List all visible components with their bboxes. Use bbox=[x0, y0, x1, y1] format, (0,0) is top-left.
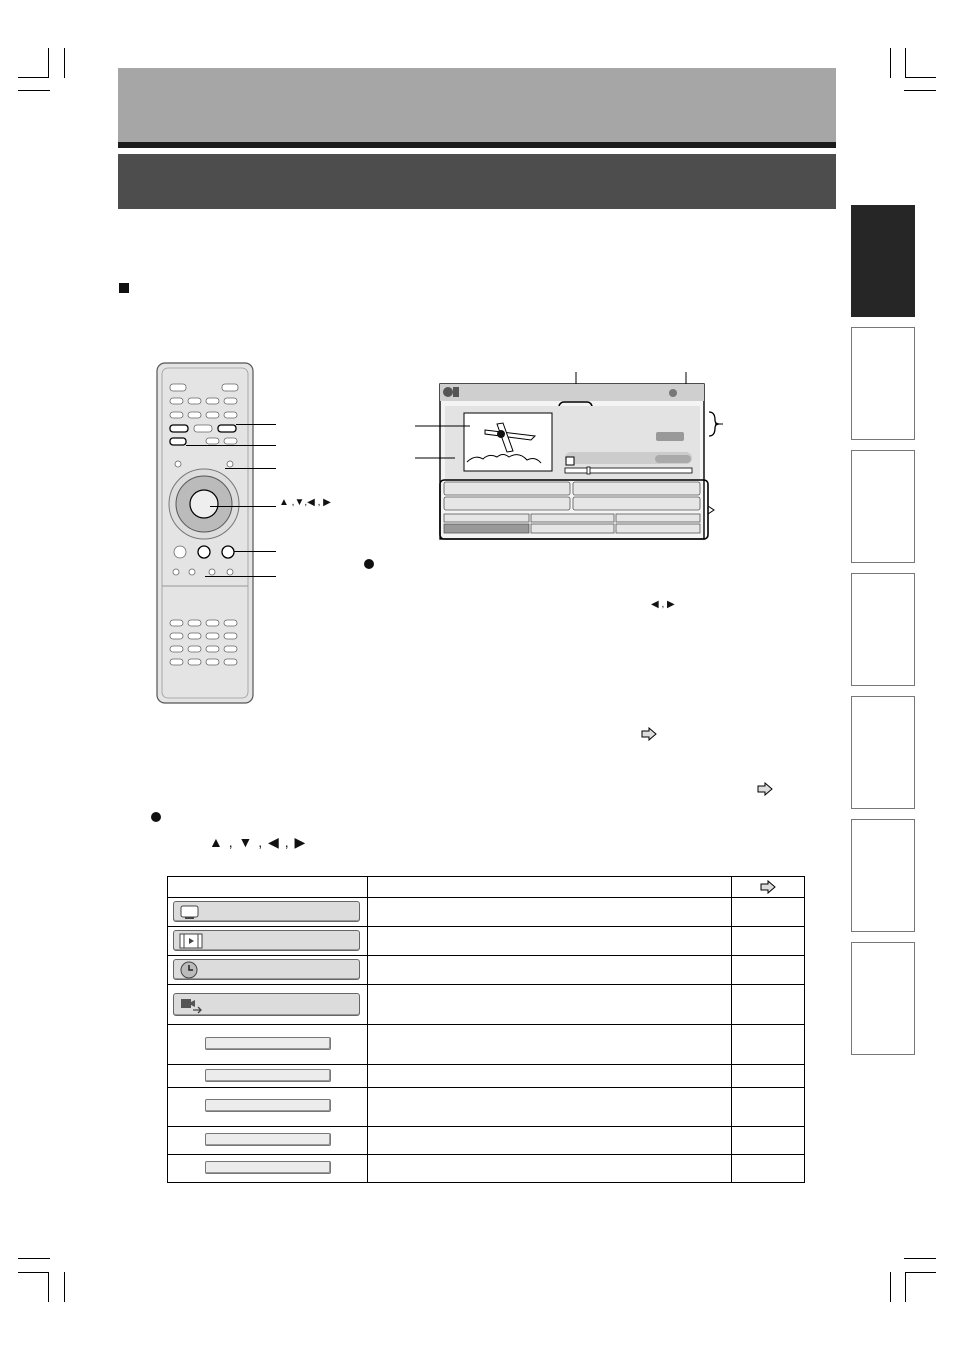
table-row bbox=[168, 985, 805, 1025]
submenu-button[interactable] bbox=[205, 1161, 331, 1174]
side-tab-2[interactable] bbox=[851, 327, 915, 440]
round-bullet bbox=[151, 812, 161, 822]
section-title-bar bbox=[118, 154, 836, 209]
submenu-button[interactable] bbox=[205, 1037, 331, 1050]
arrow-keys-label: ▲ ,▼,◀ , ▶ bbox=[279, 497, 331, 508]
side-tab-7[interactable] bbox=[851, 942, 915, 1055]
table-header-cell bbox=[168, 877, 368, 898]
remote-control-illustration bbox=[150, 360, 270, 705]
side-tab-3[interactable] bbox=[851, 450, 915, 563]
table-row bbox=[168, 898, 805, 927]
menu-button-film[interactable] bbox=[173, 930, 360, 951]
side-tab-6[interactable] bbox=[851, 819, 915, 932]
left-right-arrows: ◀ , ▶ bbox=[651, 599, 675, 610]
film-icon bbox=[179, 933, 205, 949]
round-bullet bbox=[364, 559, 374, 569]
step-arrows: ▲ , ▼ , ◀ , ▶ bbox=[209, 834, 307, 850]
submenu-button[interactable] bbox=[205, 1099, 331, 1112]
table-row bbox=[168, 1155, 805, 1183]
header-bar bbox=[118, 68, 836, 142]
side-tab-4[interactable] bbox=[851, 573, 915, 686]
table-row bbox=[168, 1025, 805, 1065]
table-row bbox=[168, 1065, 805, 1088]
menu-button-camcorder[interactable] bbox=[173, 993, 360, 1016]
table-row bbox=[168, 1088, 805, 1127]
table-row bbox=[168, 927, 805, 956]
menu-button-tv[interactable] bbox=[173, 901, 360, 922]
side-tab-5[interactable] bbox=[851, 696, 915, 809]
reference-arrow-icon bbox=[641, 727, 657, 741]
table-header-ref bbox=[732, 877, 805, 898]
table-row bbox=[168, 956, 805, 985]
arrow-right-icon bbox=[759, 880, 777, 894]
camcorder-icon bbox=[179, 996, 205, 1014]
side-tab-1[interactable] bbox=[851, 205, 915, 317]
submenu-button[interactable] bbox=[205, 1069, 331, 1082]
reference-arrow-icon bbox=[757, 782, 773, 796]
table-row bbox=[168, 1127, 805, 1155]
menu-function-table bbox=[167, 876, 805, 1183]
clock-icon bbox=[179, 961, 201, 979]
header-rule bbox=[118, 142, 836, 148]
onscreen-menu-illustration bbox=[415, 368, 725, 543]
tv-icon bbox=[179, 904, 201, 920]
table-header-cell bbox=[368, 877, 732, 898]
menu-button-timer[interactable] bbox=[173, 959, 360, 980]
submenu-button[interactable] bbox=[205, 1133, 331, 1146]
square-bullet bbox=[119, 283, 129, 293]
